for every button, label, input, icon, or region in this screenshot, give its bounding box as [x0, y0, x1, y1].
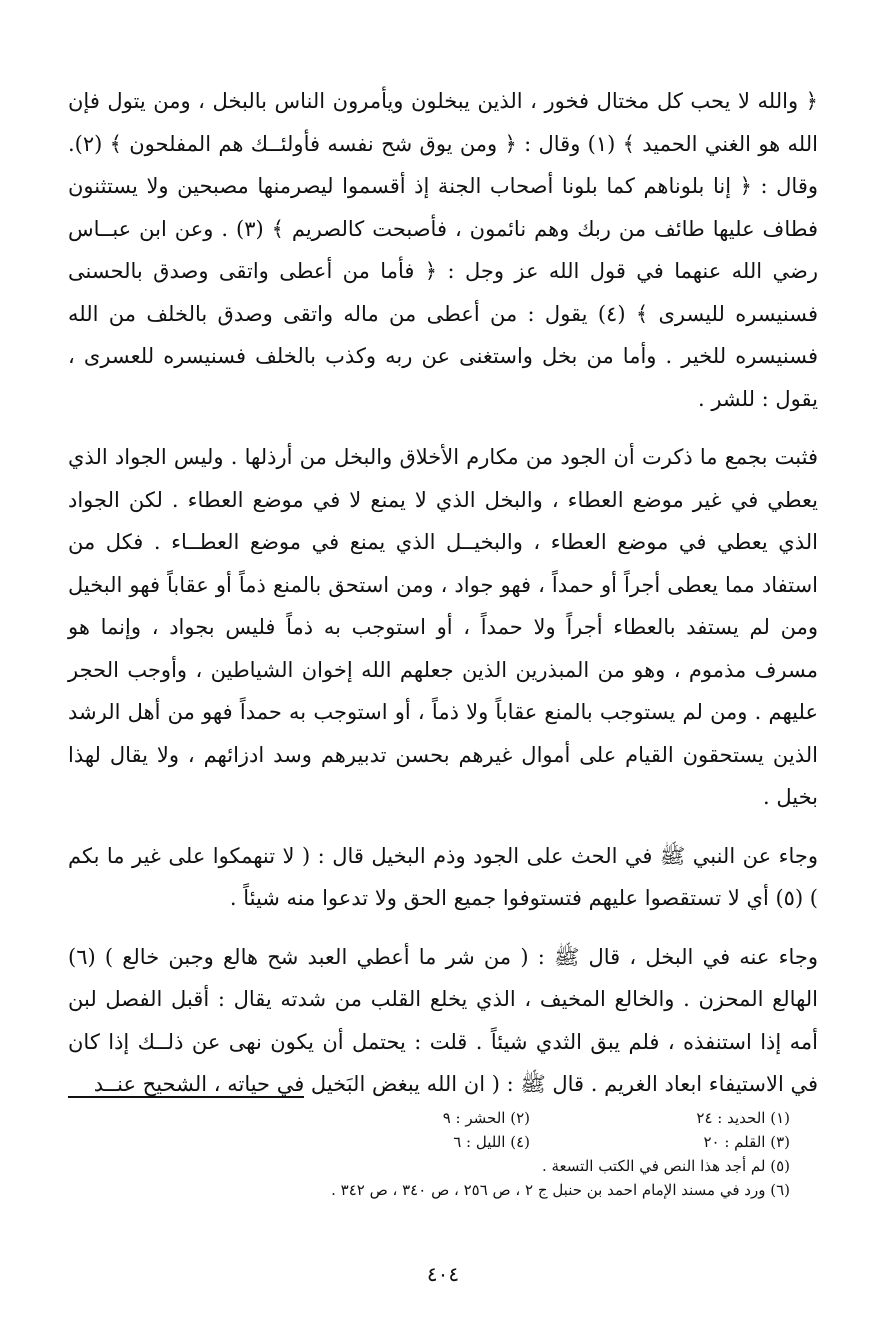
footnote-row [150, 1106, 790, 1130]
footnote-row [150, 1130, 790, 1154]
footnotes [150, 1106, 790, 1202]
paragraph-3: وجاء عن النبي ﷺ في الحث على الجود وذم البخيل قال : ( لا تنهمكوا على غير ما بكم ) (٥) أي لا تستقصوا عليهم فتستوفوا جميع الحق ولا تدعوا منه شيئاً . [68, 843, 818, 910]
footnote-6: (٦) ورد في مسند الإمام احمد بن حنبل ج ٢ ، ص ٢٥٦ ، ص ٣٤٠ ، ص ٣٤٢ . [331, 1181, 790, 1199]
footnote-1: (١) الحديد : ٢٤ [696, 1109, 790, 1127]
footnote-2: (٢) الحشر : ٩ [442, 1109, 530, 1127]
footnote-5: (٥) لم أجد هذا النص في الكتب التسعة . [541, 1157, 790, 1175]
paragraph-1: ﴿ والله لا يحب كل مختال فخور ، الذين يبخلون ويأمرون الناس بالبخل ، ومن يتول فإن الله هو الغني الحميد ﴾ (١) وقال : ﴿ ومن يوق شح نفسه فأولئــك هم المفلحون ﴾ (٢). وقال : ﴿ إنا بلوناهم كما بلونا أصحاب الجنة إذ أقسموا ليصرمنها مصبحين ولا يستثنون فطاف عليها طائف من ربك وهم نائمون ، فأصبحت كالصريم ﴾ (٣) . وعن ابن عبــاس رضي الله عنهما في قول الله عز وجل : ﴿ فأما من أعطى واتقى وصدق بالحسنى فسنيسره لليسرى ﴾ (٤) يقول : من أعطى من ماله واتقى وصدق بالخلف من الله فسنيسره للخير . وأما من بخل واستغنى عن ربه وكذب بالخلف فسنيسره للعسرى ، يقول : للشر . [68, 89, 818, 411]
main-text [68, 80, 818, 1106]
footnote-divider [68, 1096, 304, 1098]
paragraph-2: فثبت بجمع ما ذكرت أن الجود من مكارم الأخلاق والبخل من أرذلها . وليس الجواد الذي يعطي في غير موضع العطاء ، والبخل الذي لا يمنع لا في موضع العطاء . لكن الجواد الذي يعطي في موضع العطاء ، والبخيــل الذي يمنع في موضع العطــاء . فكل من استفاد مما يعطى أجراً أو حمداً ، فهو جواد ، ومن استحق بالمنع ذماً أو عقاباً فهو البخيل ومن لم يستفد بالعطاء أجراً ولا حمداً ، أو استوجب به ذماً فليس بجواد ، وإنما هو مسرف مذموم ، وهو من المبذرين الذين جعلهم الله إخوان الشياطين ، وأوجب الحجر عليهم . ومن لم يستوجب بالمنع عقاباً ولا ذماً ، أو استوجب به حمداً فهو من أهل الرشد الذين يستحقون القيام على أموال غيرهم بحسن تدبيرهم وسد ادزائهم ، ولا يقال لهذا بخيل . [68, 445, 818, 809]
page-number: ٤٠٤ [426, 1262, 460, 1286]
footnote-3: (٣) القلم : ٢٠ [703, 1133, 790, 1151]
footnote-4: (٤) الليل : ٦ [453, 1133, 530, 1151]
paragraph-4: وجاء عنه في البخل ، قال ﷺ : ( من شر ما أعطي العبد شح هالع وجبن خالع ) (٦) الهالع المحزن . والخالع المخيف ، الذي يخلع القلب من شدته يقال : أقبل الفصل لبن أمه إذا استنفذه ، فلم يبق الثدي شيئاً . قلت : يحتمل أن يكون نهى عن ذلــك إذا كان في الاستيفاء ابعاد الغريم . قال ﷺ : ( ان الله يبغض البَخيل في حياته ، الشحيح عنــد [68, 944, 818, 1096]
